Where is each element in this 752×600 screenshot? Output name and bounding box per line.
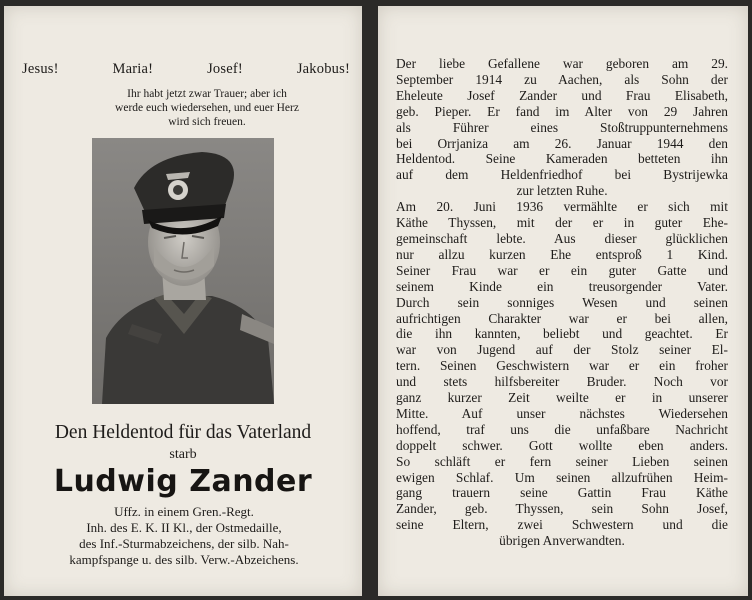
bio-line: und stets hilfsbereiter Bruder. Noch vor — [396, 374, 728, 390]
left-card — [4, 6, 362, 596]
invocation-jakobus: Jakobus! — [296, 61, 350, 77]
bio-line: Mitte. Auf unser nächstes Wiedersehen — [396, 405, 728, 421]
bio-line: Käthe Thyssen, mit der er in guter Ehe- — [396, 215, 728, 231]
bio-line: die ihn kannten, beliebt und geachtet. Er — [396, 326, 728, 342]
consolation-verse — [82, 87, 332, 129]
bio-line: nur allzu kurzen Ehe entsproß 1 Kind. — [396, 246, 728, 262]
rank-line: kampfspange u. des silb. Verw.-Abzeichens. — [69, 552, 299, 567]
bio-line: Seiner Frau war er ein guter Gatte und — [396, 262, 728, 278]
bio-line: doppelt schwer. Gott wollte eben anders. — [396, 437, 728, 453]
rank-line: Inh. des E. K. II Kl., der Ostmedaille, — [86, 520, 282, 535]
invocation-row — [22, 61, 350, 78]
bio-line: Zander, geb. Thyssen, sein Sohn Josef, — [396, 501, 728, 517]
bio-line: Durch sein sonniges Wesen und seinen — [396, 294, 728, 310]
bio-line: gang trauern seine Gattin Frau Käthe — [396, 485, 728, 501]
rank-line: des Inf.-Sturmabzeichens, der silb. Nah- — [79, 536, 289, 551]
bio-line: war von Jugend auf der Stolz seiner El- — [396, 342, 728, 358]
bio-line: seinem Kinde ein treusorgender Vater. — [396, 278, 728, 294]
biography-text — [396, 56, 728, 549]
portrait-photo-icon — [92, 138, 274, 404]
bio-line: auf dem Heldenfriedhof bei Bystrijewka — [396, 167, 728, 183]
rank-and-decorations — [34, 504, 334, 568]
verse-line: werde euch wiedersehen, und euer Herz — [115, 102, 299, 114]
rank-line: Uffz. in einem Gren.-Regt. — [114, 504, 254, 519]
portrait-photo — [92, 138, 274, 404]
bio-line: als Führer eines Stoßtruppunternehmens — [396, 119, 728, 135]
bio-line: geb. Pieper. Er fand im Alter von 29 Jahren — [396, 103, 728, 119]
bio-line: So schläft er fern seiner Lieben seinen — [396, 453, 728, 469]
bio-line: aufrichtigen Charakter war er bei allen, — [396, 310, 728, 326]
bio-line: übrigen Anverwandten. — [499, 533, 625, 549]
bio-line: September 1914 zu Aachen, als Sohn der — [396, 71, 728, 87]
bio-line: Heldentod. Seine Kameraden betteten ihn — [396, 151, 728, 167]
bio-line: tern. Seinen Geschwistern war er ein froher — [396, 358, 728, 374]
bio-line: ewigen Schlaf. Um seinen allzufrühen Heim- — [396, 469, 728, 485]
bio-line: seine Eltern, zwei Schwestern und die — [396, 517, 728, 533]
bio-line: hoffend, traf uns die unfaßbare Nachricht — [396, 421, 728, 437]
invocation-maria: Maria! — [112, 61, 154, 77]
bio-line: bei Orrjaniza am 26. Januar 1944 den — [396, 135, 728, 151]
invocation-josef: Josef! — [207, 61, 243, 77]
bio-line: Der liebe Gefallene war geboren am 29. — [396, 56, 728, 71]
deceased-name: Ludwig Zander — [53, 464, 313, 499]
bio-line: gemeinschaft lebte. Aus dieser glücklichen — [396, 230, 728, 246]
right-card — [378, 6, 748, 596]
bio-line: Eheleute Josef Zander und Frau Elisabeth, — [396, 87, 728, 103]
verse-line: wird sich freuen. — [168, 116, 246, 128]
heldentod-line: Den Heldentod für das Vaterland — [54, 422, 312, 443]
bio-line: Am 20. Juni 1936 vermählte er sich mit — [396, 199, 728, 215]
verse-line: Ihr habt jetzt zwar Trauer; aber ich — [127, 88, 287, 100]
starb-line: starb — [169, 447, 197, 462]
invocation-jesus: Jesus! — [22, 61, 59, 77]
bio-line: ganz kurzer Zeit weilte er in unserer — [396, 390, 728, 406]
bio-line: zur letzten Ruhe. — [516, 183, 608, 199]
